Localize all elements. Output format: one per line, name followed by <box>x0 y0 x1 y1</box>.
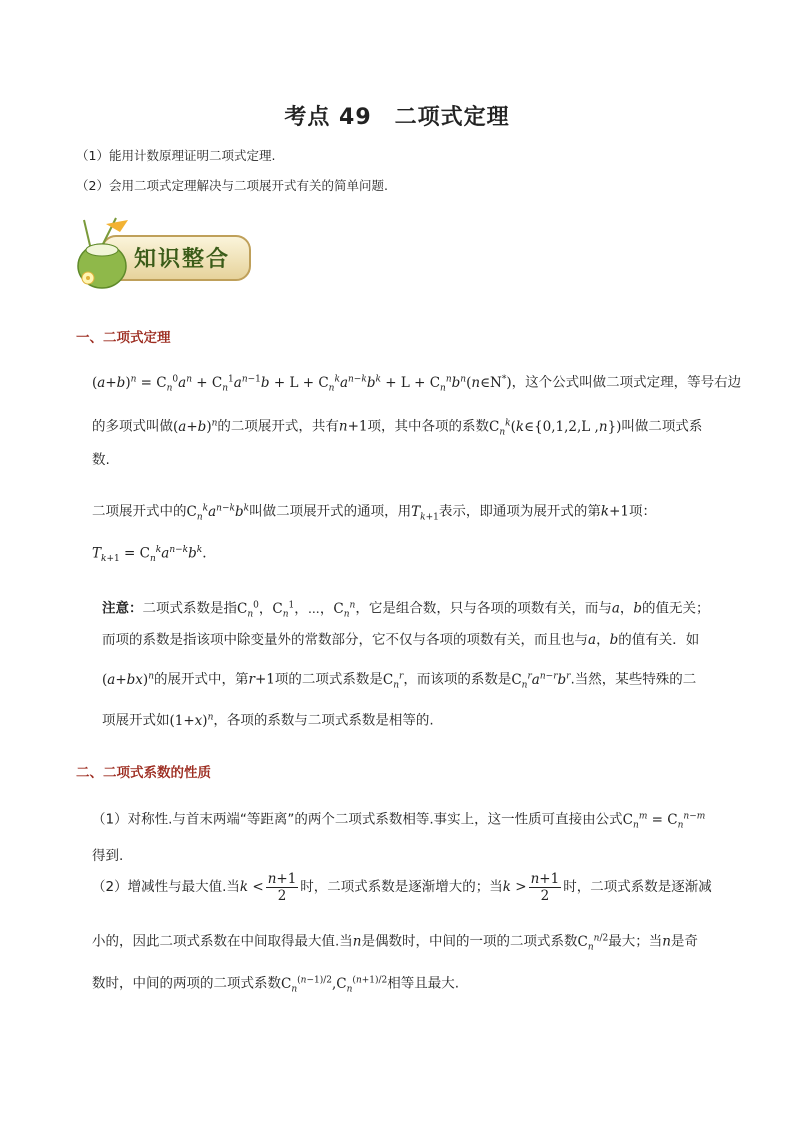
text-segment: 项，其中各项的系数 <box>367 418 489 435</box>
text-segment: ，各项的系数与二项式系数是相等的. <box>213 712 434 729</box>
binomial-formula: $(a+b)^n = C_n^0a^n + C_n^1a^{n-1}b + L + C_n^ka^{n-k}b^k + L$ + $C_n^nb^n(n\in N^*)$ <box>92 374 512 394</box>
text-segment: 而项的系数是指该项中除变量外的常数部分，它不仅与各项的项数有关，而且也与 <box>102 632 588 648</box>
text-segment: 时，二项式系数是逐渐减 <box>563 879 712 895</box>
knowledge-badge <box>72 214 254 294</box>
note-line-4: 项展开式如$(1+x)^n$，各项的系数与二项式系数是相等的. <box>102 712 434 729</box>
text-line: 数. <box>92 452 110 468</box>
note-label: 注意： <box>102 600 143 617</box>
text-segment: 是偶数时，中间的一项的二项式系数 <box>361 933 578 950</box>
note-line-3: $(a+bx)^n$的展开式中，第r+1项的二项式系数是$C_n^r$，而该项的系数是$C_n^ra^{n-r}b^r$.当然，某些特殊的二 <box>102 671 697 691</box>
text-segment: 叫做二项式系 <box>621 418 703 435</box>
symmetry-line: （1）对称性.与首末两端“等距离”的两个二项式系数相等.事实上，这一性质可直接由公式$C_n^m = C_n^{n-m}$ <box>92 811 706 831</box>
text-segment: 的值有关．如 <box>618 632 700 648</box>
text-segment: （2）增减性与最大值.当 <box>92 879 240 895</box>
text-segment: 项的二项式系数是 <box>274 671 383 688</box>
general-term-formula: $T_{k+1} = C_n^ka^{n-k}b^k$. <box>92 545 207 565</box>
text-segment: 是奇 <box>670 933 698 950</box>
max-line-2: 数时，中间的两项的二项式系数$C_n^{(n-1)/2},C_n^{(n+1)/2}$相等且最大. <box>92 975 460 995</box>
text-segment: .当然，某些特殊的二 <box>570 671 697 688</box>
requirement-2: （2）会用二项式定理解决与二项展开式有关的简单问题. <box>76 178 388 193</box>
requirement-1: （1）能用计数原理证明二项式定理. <box>76 148 276 163</box>
text-segment: ，它是组合数，只与各项的项数有关，而与 <box>355 600 612 617</box>
text-segment: 叫做二项展开式的通项，用 <box>249 503 412 520</box>
text-segment: 的多项式叫做 <box>92 418 173 435</box>
page-title: 考点 49 二项式定理 <box>284 105 510 130</box>
note-line-2: 而项的系数是指该项中除变量外的常数部分，它不仅与各项的项数有关，而且也与a，b的值有关．如 <box>102 632 700 648</box>
text-segment: 表示，即通项为展开式的第 <box>438 503 601 520</box>
formula-tail: ，这个公式叫做二项式定理，等号右边 <box>511 374 742 391</box>
binomial-theorem-line <box>92 369 741 398</box>
monotonic-line: （2）增减性与最大值.当k < $\frac{n+1}{2}$ 时，二项式系数是逐渐增大的；当k > $\frac{n+1}{2}$ 时，二项式系数是逐渐减 <box>92 870 712 904</box>
max-line-1: 小的，因此二项式系数在中间取得最大值.当n是偶数时，中间的一项的二项式系数$C_n^{n/2}$最大；当n是奇 <box>92 933 698 953</box>
text-segment: 二项式系数是指 <box>142 600 237 617</box>
text-segment: 相等且最大. <box>387 975 460 992</box>
text-segment: 时，二项式系数是逐渐增大的；当 <box>300 879 503 895</box>
text-segment: 的值无关； <box>642 600 710 617</box>
note-line-1: 注意：二项式系数是指$C_n^0$，$C_n^1$，⋯，$C_n^n$，它是组合数，只与各项的项数有关，而与a，b的值无关； <box>102 600 710 620</box>
text-segment: ，而该项的系数是 <box>403 671 512 688</box>
section-heading-2: 二、二项式系数的性质 <box>76 765 211 781</box>
badge-label: 知识整合 <box>134 246 231 272</box>
text-segment: 的展开式中，第 <box>154 671 249 688</box>
text-segment: 最大；当 <box>608 933 663 950</box>
text-segment: 项： <box>628 503 656 520</box>
expansion-line: 的多项式叫做$(a+b)^n$的二项展开式，共有n+1项，其中各项的系数$C_n^k(k\in\{0,1,2,L$ ,n})叫做二项式系 <box>92 418 703 438</box>
text-segment: 数时，中间的两项的二项式系数 <box>92 975 281 992</box>
text-segment: 项展开式如 <box>102 712 170 729</box>
text-segment: 小的，因此二项式系数在中间取得最大值.当 <box>92 933 353 950</box>
text-segment: 二项展开式中的 <box>92 503 187 520</box>
text-segment: （1）对称性.与首末两端“等距离”的两个二项式系数相等.事实上，这一性质可直接由公式 <box>92 811 623 828</box>
text-line: 得到. <box>92 848 124 864</box>
general-term-line: 二项展开式中的$C_n^ka^{n-k}b^k$叫做二项展开式的通项，用$T_{k+1}$表示，即通项为展开式的第k+1项： <box>92 503 656 523</box>
text-segment: 的二项展开式，共有 <box>217 418 339 435</box>
section-heading-1: 一、二项式定理 <box>76 330 171 346</box>
